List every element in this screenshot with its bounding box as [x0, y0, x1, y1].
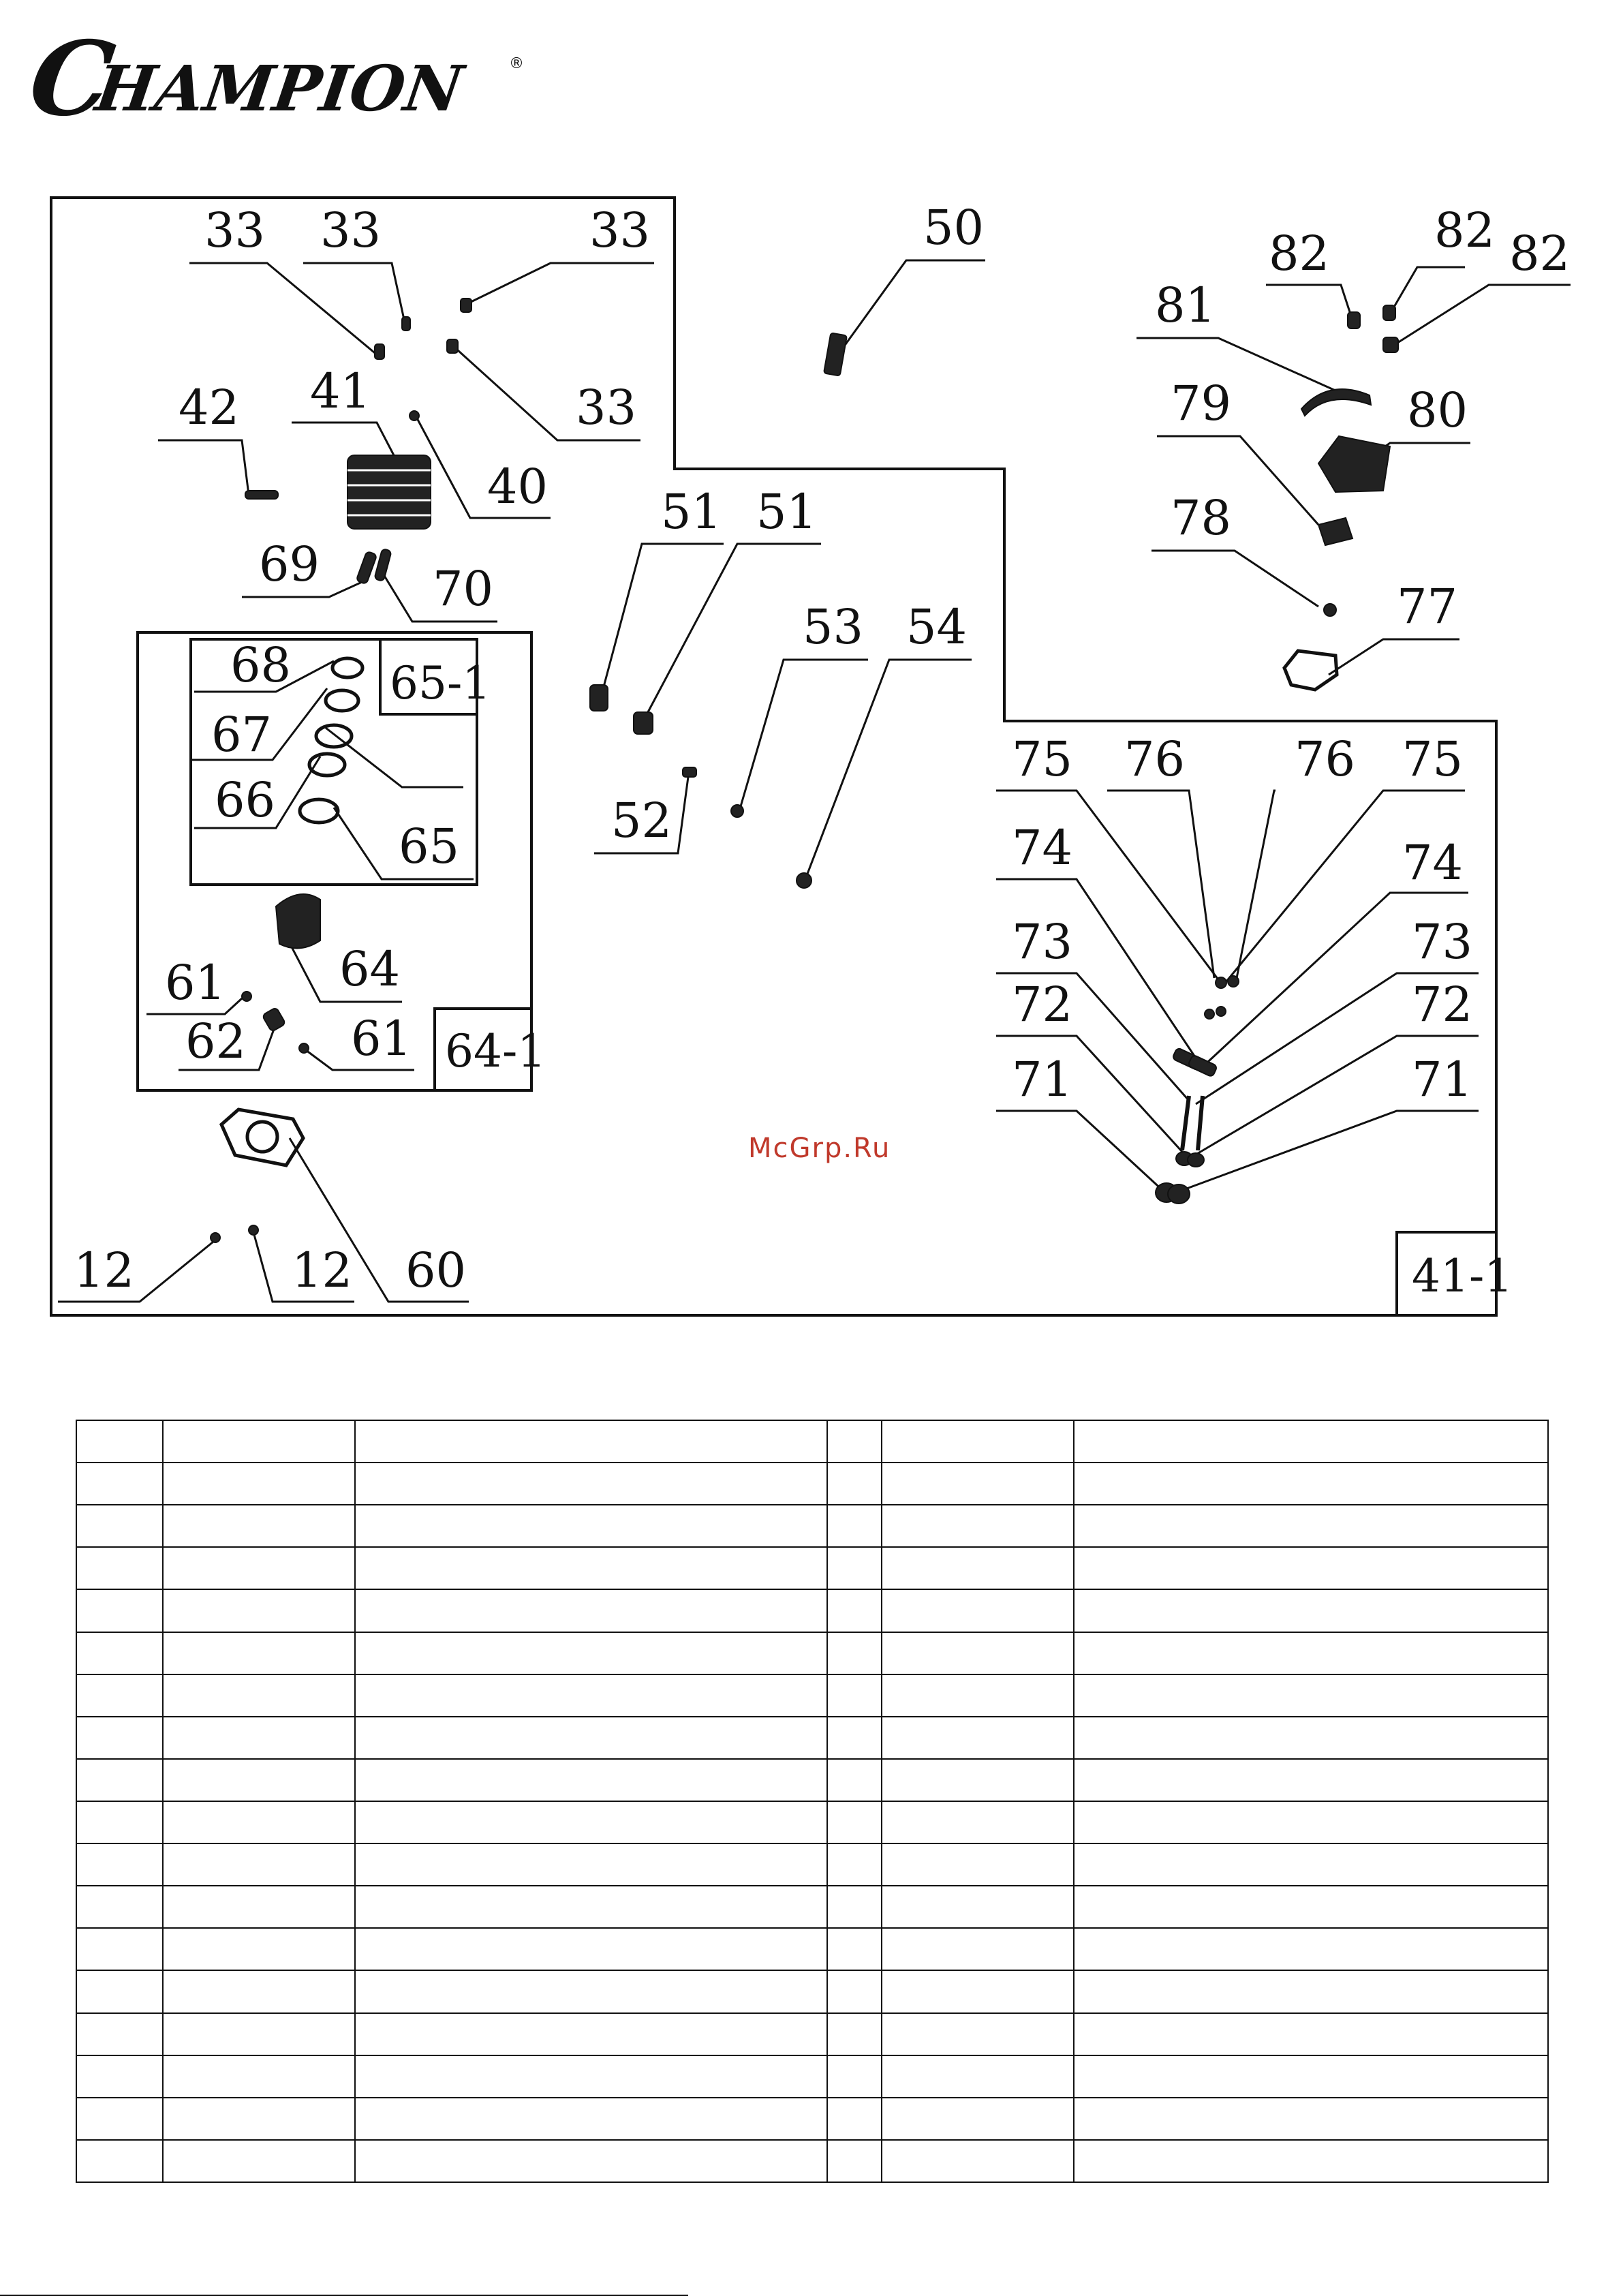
table-cell	[163, 1589, 355, 1632]
callout: 68	[230, 637, 292, 693]
table-cell	[882, 1547, 1074, 1589]
table-cell	[882, 1886, 1074, 1928]
table-cell	[163, 1843, 355, 1886]
table-cell	[76, 2140, 163, 2182]
table-row	[76, 1463, 1548, 1505]
table-cell	[355, 1420, 827, 1463]
table-row	[76, 2055, 1548, 2098]
table-cell	[163, 1463, 355, 1505]
table-cell	[882, 1420, 1074, 1463]
table-cell	[1074, 1505, 1548, 1547]
callout: 69	[259, 536, 320, 592]
table-cell	[882, 1505, 1074, 1547]
table-cell	[355, 1632, 827, 1674]
table-cell	[882, 2055, 1074, 2098]
table-cell	[1074, 2140, 1548, 2182]
table-cell	[1074, 1420, 1548, 1463]
callout: 61	[165, 955, 226, 1011]
table-cell	[355, 2098, 827, 2140]
table-row	[76, 2098, 1548, 2140]
table-cell	[163, 2013, 355, 2055]
callout: 64	[339, 941, 401, 997]
callout: 12	[292, 1242, 353, 1298]
table-row	[76, 1843, 1548, 1886]
table-cell	[163, 1801, 355, 1843]
table-cell	[76, 1801, 163, 1843]
callout: 50	[923, 200, 985, 256]
table-row	[76, 1547, 1548, 1589]
table-cell	[76, 1843, 163, 1886]
callout: 75	[1402, 731, 1464, 787]
piston	[276, 894, 320, 948]
table-cell	[76, 2055, 163, 2098]
svg-text:HAMPION: HAMPION	[91, 51, 467, 125]
callout: 71	[1012, 1052, 1073, 1107]
table-cell	[827, 1674, 882, 1717]
callout: 54	[906, 599, 968, 655]
table-cell	[76, 1505, 163, 1547]
table-cell	[882, 1632, 1074, 1674]
table-row	[76, 1420, 1548, 1463]
box-label-64-1: 64-1	[445, 1025, 546, 1077]
table-cell	[1074, 2013, 1548, 2055]
table-cell	[76, 1674, 163, 1717]
table-row	[76, 1970, 1548, 2012]
table-cell	[76, 1632, 163, 1674]
callout: 33	[320, 202, 382, 258]
callout: 66	[215, 772, 276, 828]
table-cell	[76, 1589, 163, 1632]
callout: 12	[74, 1242, 135, 1298]
callout: 78	[1171, 490, 1232, 546]
callout: 75	[1012, 731, 1073, 787]
callout: 82	[1509, 226, 1571, 281]
table-cell	[355, 1928, 827, 1970]
box-label-41-1: 41-1	[1412, 1250, 1513, 1302]
table-cell	[1074, 1801, 1548, 1843]
table-cell	[163, 2098, 355, 2140]
table-row	[76, 1589, 1548, 1632]
table-cell	[76, 1928, 163, 1970]
table-cell	[76, 1886, 163, 1928]
table-cell	[355, 1463, 827, 1505]
table-row	[76, 1928, 1548, 1970]
box-label-65-1: 65-1	[390, 657, 491, 709]
cylinder-head	[347, 455, 431, 529]
callout: 42	[179, 380, 240, 435]
table-cell	[76, 2013, 163, 2055]
table-cell	[163, 1420, 355, 1463]
table-cell	[1074, 1547, 1548, 1589]
svg-text:C: C	[22, 18, 121, 139]
callout: 33	[576, 380, 637, 435]
callout: 73	[1012, 914, 1073, 970]
table-cell	[827, 1886, 882, 1928]
table-cell	[827, 2140, 882, 2182]
table-cell	[76, 1547, 163, 1589]
table-cell	[827, 1970, 882, 2012]
table-cell	[827, 1843, 882, 1886]
table-cell	[76, 2098, 163, 2140]
table-cell	[882, 1717, 1074, 1759]
table-cell	[163, 1547, 355, 1589]
callout: 65	[399, 818, 460, 874]
table-cell	[163, 2055, 355, 2098]
parts-table	[76, 1420, 1549, 2183]
table-cell	[1074, 1843, 1548, 1886]
table-cell	[355, 1589, 827, 1632]
table-cell	[355, 1886, 827, 1928]
table-cell	[163, 1674, 355, 1717]
table-cell	[355, 1547, 827, 1589]
table-cell	[355, 2055, 827, 2098]
table-cell	[882, 1843, 1074, 1886]
table-cell	[1074, 1589, 1548, 1632]
table-row	[76, 2013, 1548, 2055]
table-row	[76, 1801, 1548, 1843]
table-cell	[163, 1759, 355, 1801]
table-cell	[1074, 1463, 1548, 1505]
table-cell	[76, 1717, 163, 1759]
table-row	[76, 1759, 1548, 1801]
callout: 51	[661, 484, 722, 540]
table-cell	[1074, 1717, 1548, 1759]
table-row	[76, 1717, 1548, 1759]
callout: 76	[1124, 731, 1186, 787]
callout: 52	[611, 793, 673, 848]
table-cell	[163, 1717, 355, 1759]
table-cell	[163, 1505, 355, 1547]
table-cell	[882, 1759, 1074, 1801]
callout: 71	[1412, 1052, 1473, 1107]
cylinder-gasket	[221, 1109, 303, 1165]
table-cell	[827, 2055, 882, 2098]
callout: 61	[351, 1011, 412, 1067]
table-cell	[827, 1717, 882, 1759]
table-row	[76, 2140, 1548, 2182]
table-cell	[882, 1801, 1074, 1843]
table-cell	[827, 2098, 882, 2140]
table-cell	[355, 1801, 827, 1843]
table-cell	[163, 1928, 355, 1970]
table-cell	[882, 2013, 1074, 2055]
callout: 70	[433, 561, 494, 617]
callout: 33	[589, 202, 651, 258]
table-cell	[882, 1589, 1074, 1632]
table-cell	[76, 1970, 163, 2012]
table-cell	[163, 1970, 355, 2012]
callout: 82	[1434, 202, 1496, 258]
callout: 41	[310, 363, 371, 419]
registered-mark: ®	[509, 55, 524, 72]
callout: 60	[405, 1242, 467, 1298]
callout: 76	[1295, 731, 1356, 787]
table-cell	[76, 1759, 163, 1801]
table-row	[76, 1505, 1548, 1547]
callout: 74	[1402, 835, 1464, 891]
table-cell	[1074, 2055, 1548, 2098]
spark-plug	[824, 333, 847, 376]
callout: 77	[1397, 579, 1458, 634]
callout: 82	[1269, 226, 1330, 281]
callout: 73	[1412, 914, 1473, 970]
table-cell	[827, 1759, 882, 1801]
table-cell	[163, 1632, 355, 1674]
table-cell	[1074, 1674, 1548, 1717]
callout: 72	[1412, 977, 1473, 1032]
table-cell	[355, 1843, 827, 1886]
table-cell	[355, 1759, 827, 1801]
table-row	[76, 1886, 1548, 1928]
callout: 81	[1155, 277, 1216, 333]
table-cell	[1074, 1886, 1548, 1928]
table-cell	[827, 1547, 882, 1589]
parts-table-body	[76, 1420, 1548, 2182]
table-row	[76, 1632, 1548, 1674]
table-cell	[355, 2013, 827, 2055]
table-cell	[827, 1463, 882, 1505]
callout: 40	[487, 459, 548, 515]
table-cell	[882, 1970, 1074, 2012]
callout: 74	[1012, 820, 1073, 876]
callout: 62	[185, 1013, 247, 1069]
table-cell	[827, 1420, 882, 1463]
table-cell	[355, 2140, 827, 2182]
table-cell	[882, 1463, 1074, 1505]
callout: 72	[1012, 977, 1073, 1032]
table-cell	[827, 1928, 882, 1970]
table-cell	[355, 1970, 827, 2012]
table-cell	[827, 1589, 882, 1632]
callout: 53	[803, 599, 864, 655]
callout: 33	[204, 202, 266, 258]
valve-cover	[1318, 436, 1390, 492]
table-cell	[827, 1505, 882, 1547]
parts	[211, 299, 1398, 1242]
table-cell	[76, 1463, 163, 1505]
watermark: McGrp.Ru	[748, 1133, 891, 1164]
table-cell	[355, 1505, 827, 1547]
callout: 79	[1171, 376, 1232, 431]
table-cell	[882, 1928, 1074, 1970]
callout: 51	[756, 484, 818, 540]
table-cell	[163, 1886, 355, 1928]
table-cell	[882, 1674, 1074, 1717]
table-cell	[1074, 1759, 1548, 1801]
table-cell	[1074, 1928, 1548, 1970]
table-cell	[76, 1420, 163, 1463]
table-cell	[827, 1801, 882, 1843]
table-cell	[1074, 1970, 1548, 2012]
table-cell	[882, 2140, 1074, 2182]
table-cell	[1074, 1632, 1548, 1674]
table-cell	[827, 2013, 882, 2055]
table-cell	[355, 1717, 827, 1759]
table-cell	[882, 2098, 1074, 2140]
callout: 80	[1407, 382, 1468, 438]
table-row	[76, 1674, 1548, 1717]
table-cell	[355, 1674, 827, 1717]
table-cell	[163, 2140, 355, 2182]
callout: 67	[211, 707, 273, 763]
table-cell	[1074, 2098, 1548, 2140]
table-cell	[827, 1632, 882, 1674]
